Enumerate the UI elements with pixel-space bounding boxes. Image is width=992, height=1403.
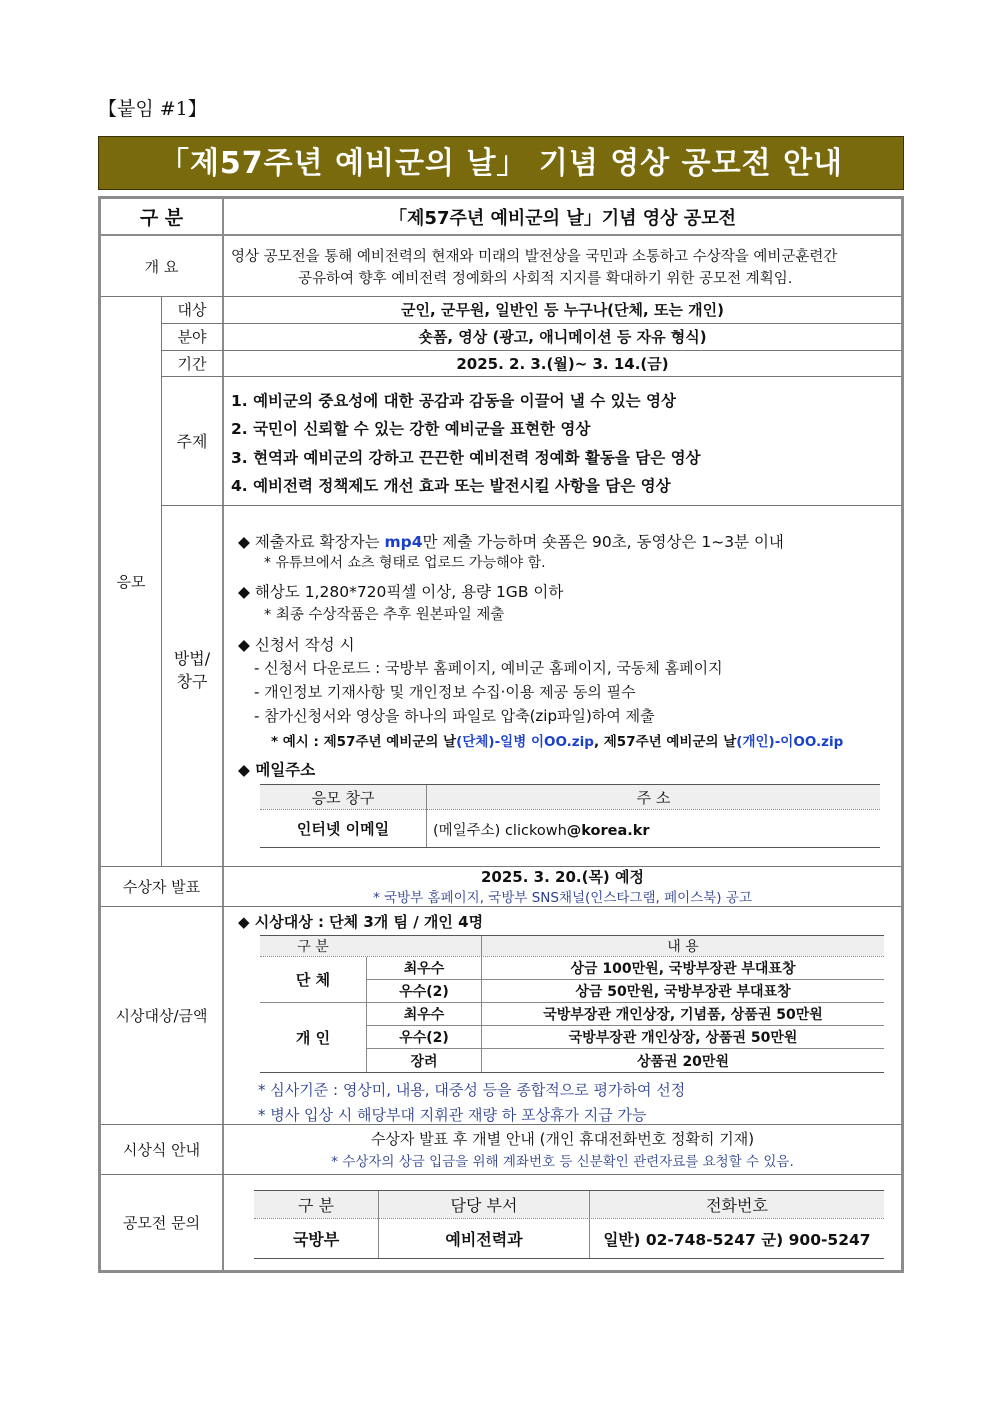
period-label: 기간	[177, 354, 207, 373]
attachment-label: 【붙임 #1】	[98, 98, 207, 120]
prize-content: 상품권 20만원	[637, 1053, 729, 1070]
method-application-item: - 참가신청서와 영상을 하나의 파일로 압축(zip파일)하여 제출	[254, 707, 655, 725]
main-table	[98, 196, 904, 1273]
email-address-prefix: (메일주소) clickowh	[433, 823, 567, 839]
email-header-channel: 응모 창구	[311, 788, 375, 807]
ceremony-label: 시상식 안내	[122, 1140, 201, 1159]
method-resolution-note: * 최종 수상작품은 추후 원본파일 제출	[264, 607, 505, 623]
theme-label: 주제	[176, 432, 208, 451]
prize-rank: 최우수	[403, 961, 445, 977]
email-address-domain: @korea.kr	[566, 823, 650, 839]
apply-label: 응모	[116, 572, 146, 591]
contact-header-category: 구 분	[298, 1196, 334, 1215]
method-extension-mp4: mp4	[384, 533, 423, 551]
prize-note: * 심사기준 : 영상미, 내용, 대중성 등을 종합적으로 평가하여 선정	[258, 1081, 686, 1099]
method-email: ◆ 메일주소	[238, 761, 316, 779]
prize-rank: 장려	[410, 1053, 438, 1070]
method-resolution: ◆ 해상도 1,280*720픽셀 이상, 용량 1GB 이하	[238, 583, 564, 601]
method-extension-prefix: ◆ 제출자료 확장자는	[238, 533, 385, 551]
method-label-line-1: 방법/	[173, 649, 211, 668]
overview-line-1: 영상 공모전을 통해 예비전력의 현재와 미래의 발전상을 국민과 소통하고 수상작을 예비군훈련간	[231, 249, 838, 265]
prize-content: 국방부장관 개인상장, 기념품, 상품권 50만원	[543, 1007, 823, 1023]
prize-group-individual: 개 인	[295, 1029, 331, 1047]
example-part: , 제57주년 예비군의 날	[593, 734, 737, 750]
method-label	[162, 639, 222, 699]
method-label-line-2: 창구	[176, 672, 208, 691]
method-extension	[238, 530, 784, 552]
prize-note: * 병사 입상 시 해당부대 지휘관 재량 하 포상휴가 지급 가능	[258, 1106, 647, 1124]
header-category: 구 분	[139, 207, 184, 229]
contact-header-phone: 전화번호	[706, 1196, 768, 1215]
prize-rank: 우수(2)	[399, 984, 449, 1000]
ceremony-line-1: 수상자 발표 후 개별 안내 (개인 휴대전화번호 정확히 기재)	[370, 1129, 755, 1148]
period-value: 2025. 2. 3.(월)~ 3. 14.(금)	[456, 354, 669, 373]
prize-header-category: 구 분	[297, 939, 329, 955]
contact-department: 예비전력과	[445, 1230, 523, 1249]
target-value: 군인, 군무원, 일반인 등 누구나(단체, 또는 개인)	[401, 301, 724, 319]
contact-label: 공모전 문의	[122, 1213, 201, 1232]
method-application-item: - 개인정보 기재사항 및 개인정보 수집·이용 제공 동의 필수	[254, 683, 636, 701]
contact-ministry: 국방부	[292, 1230, 340, 1249]
page-title: 「제57주년 예비군의 날」 기념 영상 공모전 안내	[98, 136, 904, 190]
contact-phone: 일반) 02-748-5247 군) 900-5247	[603, 1230, 871, 1249]
prize-rank: 최우수	[403, 1007, 445, 1023]
email-channel-value: 인터넷 이메일	[296, 820, 390, 838]
overview-label: 개 요	[144, 257, 179, 276]
theme-item: 2. 국민이 신뢰할 수 있는 강한 예비군을 표현한 영상	[231, 420, 591, 438]
method-extension-suffix: 만 제출 가능하며 숏폼은 90초, 동영상은 1~3분 이내	[422, 533, 784, 551]
theme-item: 3. 현역과 예비군의 강하고 끈끈한 예비전력 정예화 활동을 담은 영상	[231, 449, 701, 467]
prize-content: 상금 100만원, 국방부장관 부대표창	[570, 961, 796, 977]
overview-line-2: 공유하여 향후 예비전력 정예화의 사회적 지지를 확대하기 위한 공모전 계획임.	[298, 271, 793, 287]
email-address-link[interactable]	[433, 819, 650, 840]
header-contest-name: 「제57주년 예비군의 날」기념 영상 공모전	[389, 207, 736, 229]
prize-rank: 우수(2)	[399, 1030, 449, 1046]
announce-date: 2025. 3. 20.(목) 예정	[480, 867, 644, 886]
theme-item: 1. 예비군의 중요성에 대한 공감과 감동을 이끌어 낼 수 있는 영상	[231, 392, 676, 410]
field-label: 분야	[177, 328, 207, 346]
example-part: (개인)-이OO.zip	[736, 734, 844, 750]
prize-content: 상금 50만원, 국방부장관 부대표창	[575, 984, 791, 1000]
announce-label: 수상자 발표	[122, 877, 201, 896]
email-header-address: 주 소	[636, 788, 671, 807]
method-example	[271, 730, 843, 750]
target-label: 대상	[177, 301, 207, 319]
prize-header-content: 내 용	[667, 939, 699, 955]
method-application-item: - 신청서 다운로드 : 국방부 홈페이지, 예비군 홈페이지, 국동체 홈페이지	[254, 659, 723, 677]
method-extension-note: * 유튜브에서 쇼츠 형태로 업로드 가능해야 함.	[264, 555, 546, 571]
prize-title: ◆ 시상대상 : 단체 3개 팀 / 개인 4명	[238, 913, 484, 931]
contact-header-department: 담당 부서	[450, 1196, 518, 1215]
method-application: ◆ 신청서 작성 시	[238, 636, 355, 654]
field-value: 숏폼, 영상 (광고, 애니메이션 등 자유 형식)	[418, 328, 707, 346]
prize-content: 국방부장관 개인상장, 상품권 50만원	[568, 1030, 798, 1046]
prize-group-team: 단 체	[295, 971, 331, 989]
ceremony-line-2: * 수상자의 상금 입금을 위해 계좌번호 등 신분확인 관련자료를 요청할 수 있음.	[331, 1154, 794, 1170]
announce-note: * 국방부 홈페이지, 국방부 SNS채널(인스타그램, 페이스북) 공고	[373, 889, 752, 906]
example-part: * 예시 : 제57주년 예비군의 날	[271, 734, 457, 750]
example-part: (단체)-일병 이OO.zip	[456, 734, 594, 750]
prize-label: 시상대상/금액	[115, 1006, 208, 1025]
theme-item: 4. 예비전력 정책제도 개선 효과 또는 발전시킬 사항을 담은 영상	[231, 477, 671, 495]
